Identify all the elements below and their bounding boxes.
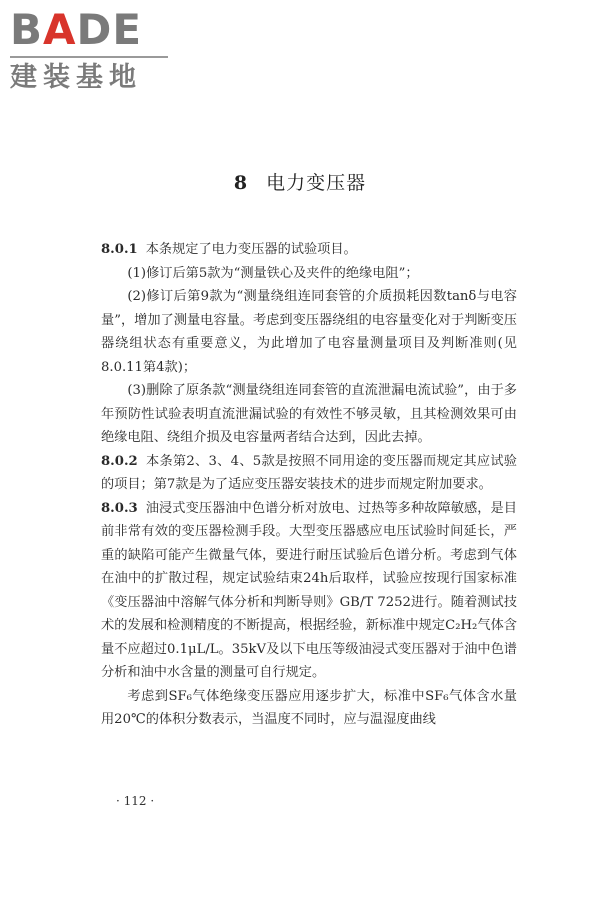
paragraph-item-1: (1)修订后第5款为“测量铁心及夹件的绝缘电阻”； (127, 265, 419, 281)
paragraph-item-2: (2)修订后第9款为“测量绕组连同套管的介质损耗因数tanδ与电容量”，增加了测量电容量。考虑到变压器绕组的电容量变化对于判断变压器绕组状态有重要意义，为此增加了电容量测量项目及判断准则(见8.0.11第4款)； (101, 289, 517, 375)
logo-divider (10, 56, 168, 58)
paragraph-sf6: 考虑到SF₆气体绝缘变压器应用逐步扩大，标准中SF₆气体含水量用20℃的体积分数表示，当温度不同时，应与温湿度曲线 (101, 688, 517, 727)
section-number: 8.0.2 (101, 453, 138, 469)
section-number: 8.0.3 (101, 500, 138, 516)
paragraph-text: 本条第2、3、4、5款是按照不同用途的变压器而规定其应试验的项目；第7款是为了适应变压器安装技术的进步而规定附加要求。 (101, 453, 517, 492)
chapter-number: 8 (233, 172, 249, 194)
paragraph-8-0-1 (101, 238, 517, 262)
logo-accent-letter: A (43, 5, 77, 54)
logo-subtitle: 建装基地 (10, 62, 142, 93)
section-number: 8.0.1 (101, 242, 138, 257)
paragraph-item-3: (3)删除了原条款“测量绕组连同套管的直流泄漏电流试验”，由于多年预防性试验表明直流泄漏试验的有效性不够灵敏，且其检测效果可由绝缘电阻、绕组介损及电容量两者结合达到，因此去掉。 (101, 383, 517, 445)
page-number: · 112 · (116, 794, 155, 808)
paragraph-text: 本条规定了电力变压器的试验项目。 (145, 242, 357, 257)
paragraph-text: 油浸式变压器油中色谱分析对放电、过热等多种故障敏感，是目前非常有效的变压器检测手段。大型变压器感应电压试验时间延长，严重的缺陷可能产生微量气体，要进行耐压试验后色谱分析。考虑到气体在油中的扩散过程，规定试验结束24h后取样，试验应按现行国家标准《变压器油中溶解气体分析和判断导则》GB/T 7252进行。随着测试技术的发展和检测精度的不断提高，根据经验，新标准中规定C₂H₂气体含量不应超过0.1μL/L。35kV及以下电压等级油浸式变压器对于油中色谱分析和油中水含量的测量可自行规定。 (101, 500, 517, 680)
document-body (101, 238, 517, 732)
chapter-heading (0, 168, 600, 195)
logo-wordmark: BADE (10, 5, 143, 54)
paragraph-8-0-3 (101, 497, 517, 685)
bade-logo (10, 6, 185, 94)
paragraph-8-0-2 (101, 450, 517, 497)
chapter-title: 电力变压器 (266, 172, 367, 194)
